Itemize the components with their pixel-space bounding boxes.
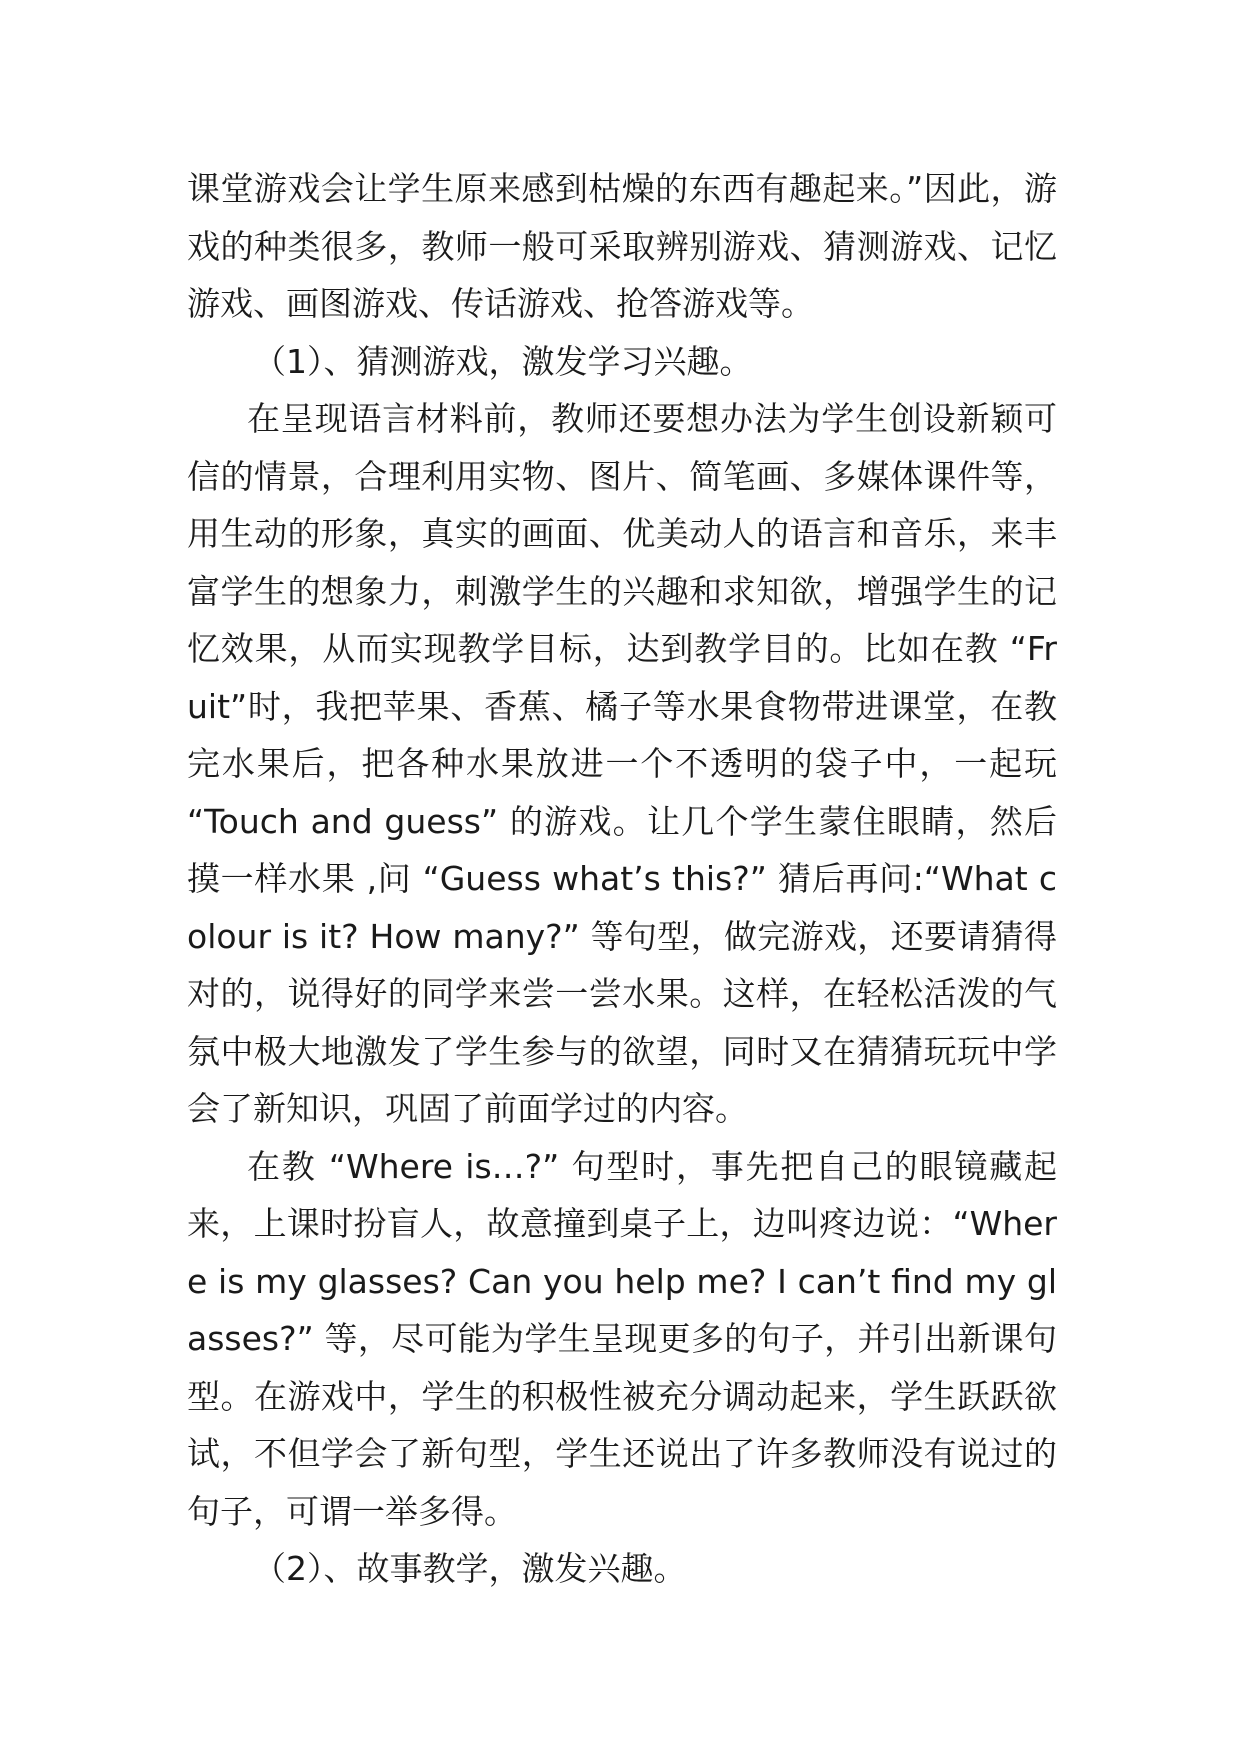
paragraph-fruit-example: 在呈现语言材料前，教师还要想办法为学生创设新颖可信的情景，合理利用实物、图片、简笔画、多媒体课件等，用生动的形象，真实的画面、优美动人的语言和音乐，来丰富学生的想象力，刺激学生的兴趣和求知欲，增强学生的记忆效果，从而实现教学目标，达到教学目的。比如在教 “Fruit”时，我把苹果、香蕉、橘子等水果食物带进课堂，在教完水果后，把各种水果放进一个不透明的袋子中，一起玩 “Touch and guess” 的游戏。让几个学生蒙住眼睛，然后摸一样水果 ,问 “Guess what’s this?” 猜后再问:“What colour is it? How many?” 等句型，做完游戏，还要请猜得对的，说得好的同学来尝一尝水果。这样，在轻松活泼的气氛中极大地激发了学生参与的欲望，同时又在猜猜玩玩中学会了新知识，巩固了前面学过的内容。 bbox=[187, 399, 1057, 1128]
paragraph-game-intro: 课堂游戏会让学生原来感到枯燥的东西有趣起来。”因此，游戏的种类很多，教师一般可采取辨别游戏、猜测游戏、记忆游戏、画图游戏、传话游戏、抢答游戏等。 bbox=[187, 169, 1057, 323]
paragraph-glasses-example: 在教 “Where is…?” 句型时，事先把自己的眼镜藏起来，上课时扮盲人，故意撞到桌子上，边叫疼边说：“Where is my glasses? Can you help me? I can’t find my glasses?” 等，尽可能为学生呈现更多的句子，并引出新课句型。在游戏中，学生的积极性被充分调动起来，学生跃跃欲试，不但学会了新句型，学生还说出了许多教师没有说过的句子，可谓一举多得。 bbox=[187, 1146, 1057, 1531]
document-body bbox=[187, 160, 1057, 1598]
section-heading-guessing-game: （1）、猜测游戏，激发学习兴趣。 bbox=[253, 341, 753, 381]
section-heading-story-teaching: （2）、故事教学，激发兴趣。 bbox=[253, 1549, 687, 1588]
